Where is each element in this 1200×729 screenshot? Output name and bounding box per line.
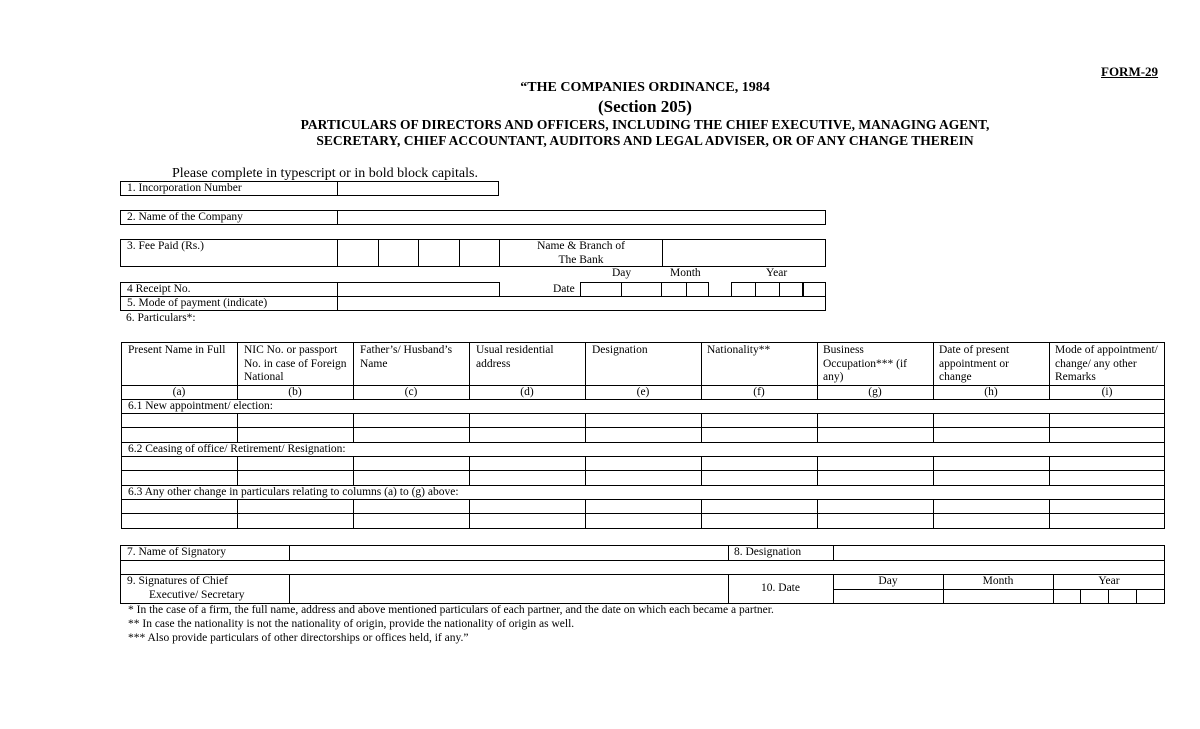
- instruction-text: Please complete in typescript or in bold block capitals.: [172, 166, 478, 181]
- form-subtitle-2: SECRETARY, CHIEF ACCOUNTANT, AUDITORS AND LEGAL ADVISER, OR OF ANY CHANGE THEREIN: [316, 133, 974, 148]
- column-header-a: Present Name in Full: [128, 344, 226, 356]
- fee-digit-3[interactable]: [419, 240, 459, 266]
- mode-of-payment-field[interactable]: [338, 297, 825, 310]
- date-label: Date: [553, 283, 575, 295]
- signature-field[interactable]: [290, 575, 727, 603]
- footnote-2: ** In case the nationality is not the nationality of origin, provide the nationality of origin as well.: [128, 618, 575, 630]
- bank-name-field[interactable]: [663, 240, 825, 266]
- column-header-i: Mode of appointment/ change/ any other Remarks: [1055, 344, 1158, 383]
- sig-date-day-header: Day: [878, 575, 898, 587]
- column-letter-i: (i): [1101, 386, 1113, 398]
- column-header-h: Date of present appointment or change: [939, 344, 1010, 383]
- company-name-field[interactable]: [338, 211, 825, 224]
- fee-digit-2[interactable]: [379, 240, 418, 266]
- column-letter-f: (f): [753, 386, 765, 398]
- fee-digit-1[interactable]: [338, 240, 378, 266]
- date-year-last-digit[interactable]: [803, 282, 826, 297]
- date-month-field[interactable]: [661, 282, 709, 297]
- date-month-header: Month: [670, 267, 701, 279]
- form-title: “THE COMPANIES ORDINANCE, 1984: [520, 80, 770, 95]
- name-of-signatory-field[interactable]: [290, 546, 727, 559]
- date-year-field[interactable]: [731, 282, 803, 297]
- column-letter-c: (c): [404, 386, 418, 398]
- form-section: (Section 205): [598, 97, 692, 116]
- form-id: FORM-29: [1101, 64, 1159, 79]
- column-header-f: Nationality**: [707, 344, 771, 356]
- column-letter-g: (g): [868, 386, 882, 398]
- incorporation-number-label-box: [120, 181, 338, 196]
- sig-date-day-field[interactable]: [834, 590, 943, 603]
- date-10-label: 10. Date: [761, 582, 800, 594]
- bank-label: [500, 239, 662, 267]
- company-name-label: 2. Name of the Company: [127, 211, 243, 223]
- column-letter-e: (e): [636, 386, 650, 398]
- fee-digit-4[interactable]: [460, 240, 499, 266]
- column-letter-a: (a): [172, 386, 186, 398]
- column-header-d: Usual residential address: [476, 344, 554, 370]
- form-subtitle-1: PARTICULARS OF DIRECTORS AND OFFICERS, INCLUDING THE CHIEF EXECUTIVE, MANAGING AGENT,: [300, 117, 990, 132]
- column-header-g: Business Occupation*** (if any): [823, 344, 907, 383]
- designation-label: 8. Designation: [734, 546, 802, 558]
- section-new-appointment: 6.1 New appointment/ election:: [128, 400, 273, 412]
- bank-label-line-2: The Bank: [558, 254, 604, 266]
- signature-label-line-1: 9. Signatures of Chief: [127, 575, 228, 587]
- bank-label-line-1: Name & Branch of: [537, 240, 625, 252]
- mode-of-payment-label: 5. Mode of payment (indicate): [127, 297, 268, 309]
- section-other-change: 6.3 Any other change in particulars relating to columns (a) to (g) above:: [128, 486, 459, 498]
- signature-label-line-2: Executive/ Secretary: [149, 588, 245, 601]
- footnote-1: * In the case of a firm, the full name, address and above mentioned particulars of each partner, and the date on which each became a partner.: [128, 604, 774, 616]
- incorporation-number-field[interactable]: [337, 181, 499, 196]
- designation-field[interactable]: [834, 546, 1164, 559]
- particulars-label: 6. Particulars*:: [126, 312, 196, 324]
- sig-date-year-field[interactable]: [1054, 590, 1164, 603]
- name-of-signatory-label: 7. Name of Signatory: [127, 546, 227, 558]
- signature-label: [127, 575, 287, 602]
- column-header-c: Father’s/ Husband’s Name: [360, 344, 453, 370]
- column-header-b: NIC No. or passport No. in case of Foreign National: [244, 344, 347, 383]
- incorporation-number-label: 1. Incorporation Number: [127, 182, 242, 194]
- column-header-e: Designation: [592, 344, 648, 356]
- date-day-header: Day: [612, 267, 632, 279]
- column-letter-h: (h): [984, 386, 998, 398]
- receipt-no-label: 4 Receipt No.: [127, 283, 191, 295]
- date-year-header: Year: [766, 267, 788, 279]
- sig-date-month-field[interactable]: [944, 590, 1053, 603]
- sig-date-year-header: Year: [1098, 575, 1120, 587]
- column-letter-b: (b): [288, 386, 302, 398]
- receipt-no-field[interactable]: [338, 283, 499, 296]
- footnote-3: *** Also provide particulars of other directorships or offices held, if any.”: [128, 632, 469, 644]
- sig-date-month-header: Month: [982, 575, 1014, 587]
- fee-paid-label: 3. Fee Paid (Rs.): [127, 240, 204, 252]
- section-ceasing-of-office: 6.2 Ceasing of office/ Retirement/ Resignation:: [128, 443, 346, 455]
- column-letter-d: (d): [520, 386, 534, 398]
